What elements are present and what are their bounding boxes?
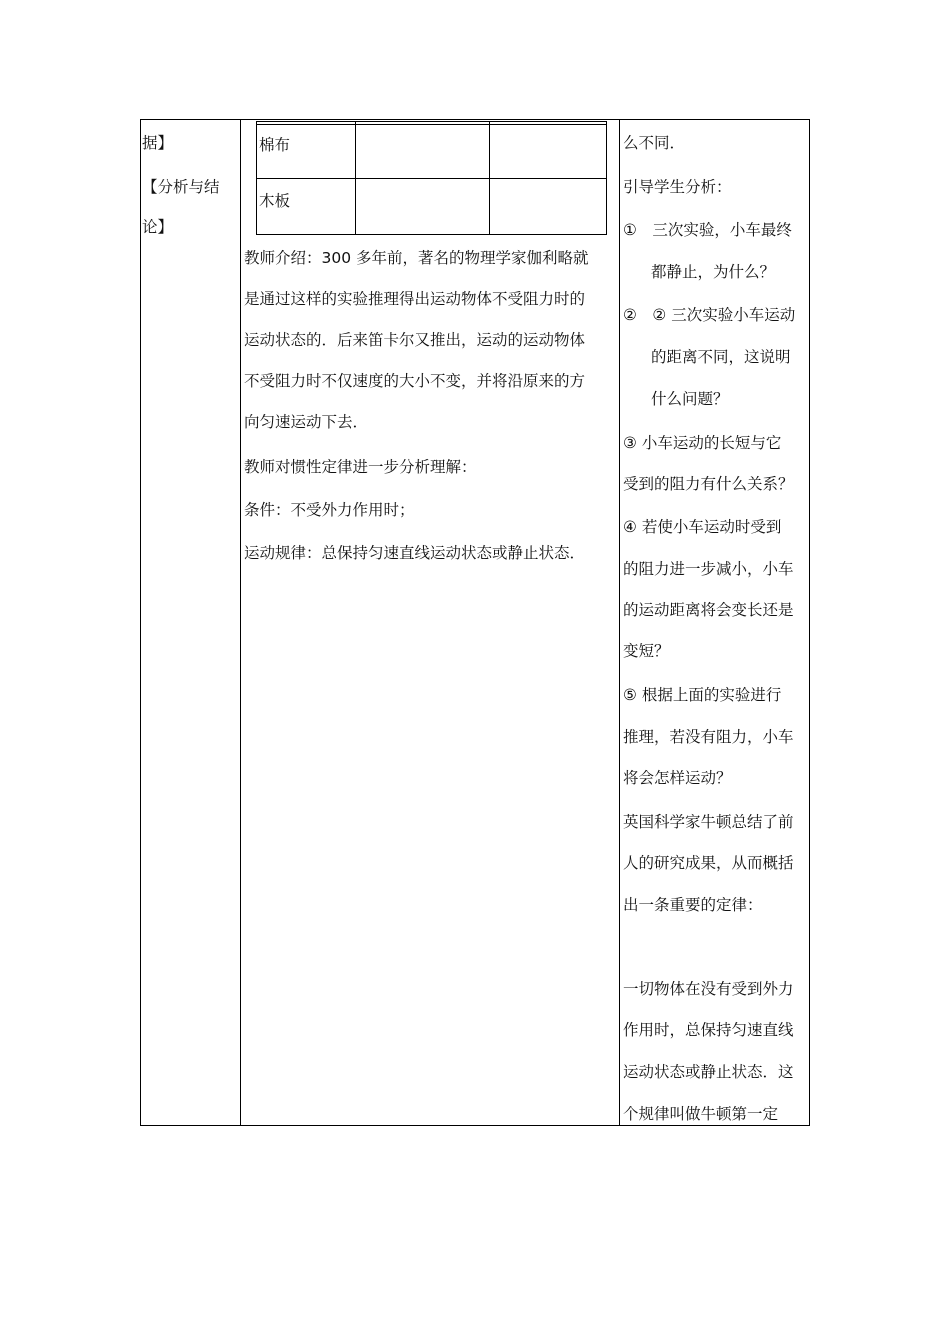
col3-line-22: 运动状态或静止状态．这 <box>623 1063 794 1081</box>
col1-line-2: 【分析与结 <box>142 178 220 196</box>
col3-line-1: 么不同． <box>623 134 686 152</box>
column-divider-2 <box>619 119 620 1126</box>
col2-line-8: 运动规律：总保持匀速直线运动状态或静止状态． <box>244 544 586 562</box>
col3-line-6: 的距离不同，这说明 <box>651 348 791 366</box>
col3-line-23: 个规律叫做牛顿第一定 <box>623 1105 779 1123</box>
col3-line-8: ③ 小车运动的长短与它 <box>623 434 782 452</box>
col3-line-4: 都静止，为什么？ <box>651 263 776 281</box>
col3-line-15: 推理，若没有阻力，小车 <box>623 728 794 746</box>
data-table-top-rule <box>256 124 607 125</box>
col3-line-7: 什么问题？ <box>651 390 729 408</box>
col3-line-13: 变短？ <box>623 642 670 660</box>
col3-line-9: 受到的阻力有什么关系？ <box>623 475 794 493</box>
col3-line-5: ② ② 三次实验小车运动 <box>623 306 796 324</box>
col2-para-line-5: 向匀速运动下去． <box>244 413 369 431</box>
data-table-col-divider-2 <box>489 121 490 235</box>
col3-line-3: ① 三次实验，小车最终 <box>623 221 792 239</box>
data-table-row-2-label: 木板 <box>259 192 291 210</box>
col3-line-12: 的运动距离将会变长还是 <box>623 601 794 619</box>
col3-line-19: 出一条重要的定律： <box>623 896 763 914</box>
data-table-row-divider <box>256 178 607 179</box>
col1-line-3: 论】 <box>142 218 174 236</box>
col2-para-line-3: 运动状态的．后来笛卡尔又推出，运动的运动物体 <box>244 331 586 349</box>
col3-line-17: 英国科学家牛顿总结了前 <box>623 813 794 831</box>
col3-line-20: 一切物体在没有受到外力 <box>623 980 794 998</box>
col2-para-line-4: 不受阻力时不仅速度的大小不变，并将沿原来的方 <box>244 372 586 390</box>
col2-line-7: 条件：不受外力作用时； <box>244 501 415 519</box>
col3-line-10: ④ 若使小车运动时受到 <box>623 518 782 536</box>
col3-line-2: 引导学生分析： <box>623 178 732 196</box>
data-table-col-divider-1 <box>355 121 356 235</box>
col2-para-line-1: 教师介绍：300 多年前，著名的物理学家伽利略就 <box>244 249 589 267</box>
col2-para-line-2: 是通过这样的实验推理得出运动物体不受阻力时的 <box>244 290 586 308</box>
column-divider-1 <box>240 119 241 1126</box>
col3-line-16: 将会怎样运动？ <box>623 769 732 787</box>
col2-line-6: 教师对惯性定律进一步分析理解： <box>244 458 477 476</box>
col1-line-1: 据】 <box>142 134 174 152</box>
col3-line-21: 作用时，总保持匀速直线 <box>623 1021 794 1039</box>
data-table-row-1-label: 棉布 <box>259 136 291 154</box>
col3-line-14: ⑤ 根据上面的实验进行 <box>623 686 782 704</box>
col3-line-18: 人的研究成果，从而概括 <box>623 854 794 872</box>
col3-line-11: 的阻力进一步减小，小车 <box>623 560 794 578</box>
